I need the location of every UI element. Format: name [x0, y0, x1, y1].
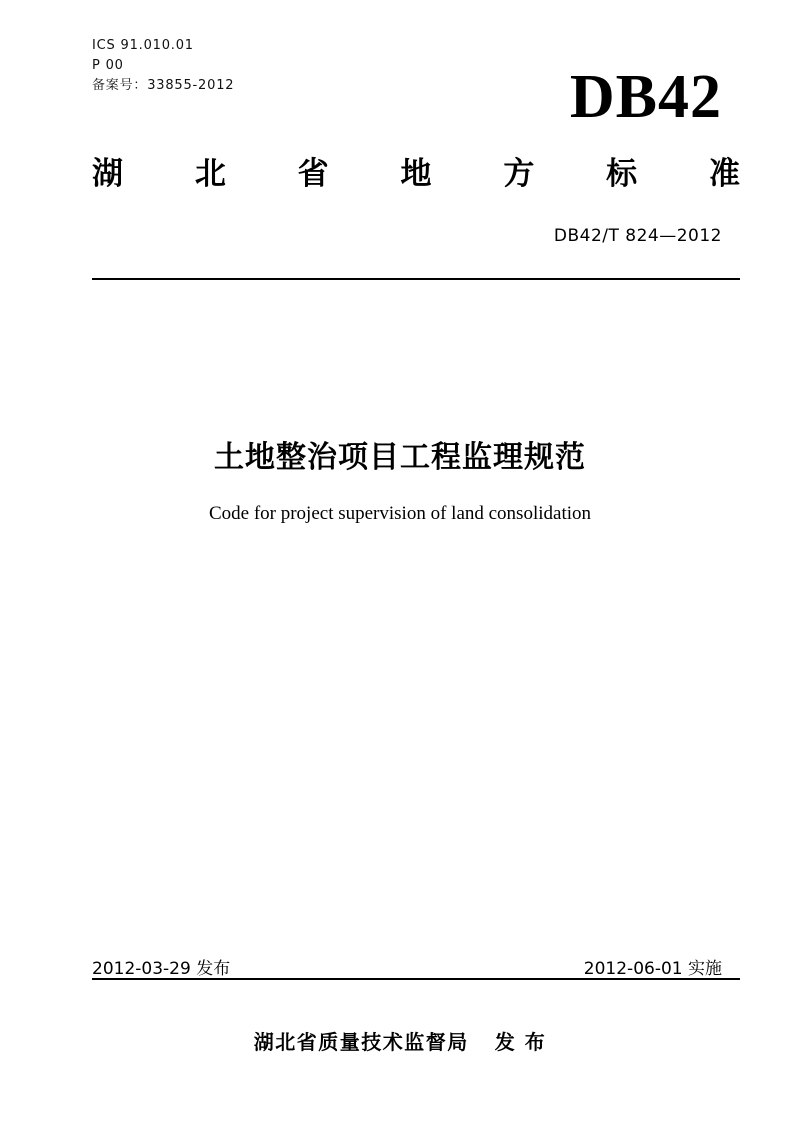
record-number: 备案号：33855-2012 [92, 78, 235, 94]
publisher-name: 湖北省质量技术监督局 [253, 1030, 469, 1054]
province-heading-char-3: 地 [400, 156, 432, 192]
classification-code: P 00 [92, 58, 124, 74]
province-heading-char-0: 湖 [92, 156, 123, 192]
province-heading-char-4: 方 [503, 156, 535, 192]
header-divider [92, 278, 740, 280]
province-heading-char-2: 省 [297, 156, 329, 192]
ics-code: ICS 91.010.01 [92, 38, 194, 53]
publisher-line [0, 1026, 800, 1055]
province-heading-char-6: 准 [708, 156, 740, 192]
province-heading-char-1: 北 [194, 156, 226, 192]
province-heading-char-5: 标 [606, 156, 638, 192]
document-title-chinese: 土地整治项目工程监理规范 [214, 440, 586, 475]
standard-logo: DB42 [569, 63, 722, 131]
effective-date: 2012-06-01 实施 [583, 959, 722, 979]
publisher-action: 发 布 [494, 1030, 547, 1054]
standard-number: DB42/T 824—2012 [553, 226, 722, 246]
province-standard-heading [92, 148, 740, 193]
document-title-english: Code for project supervision of land consolidation [208, 503, 592, 524]
ics-metadata-block [92, 36, 234, 96]
issue-date: 2012-03-29 发布 [92, 959, 231, 979]
